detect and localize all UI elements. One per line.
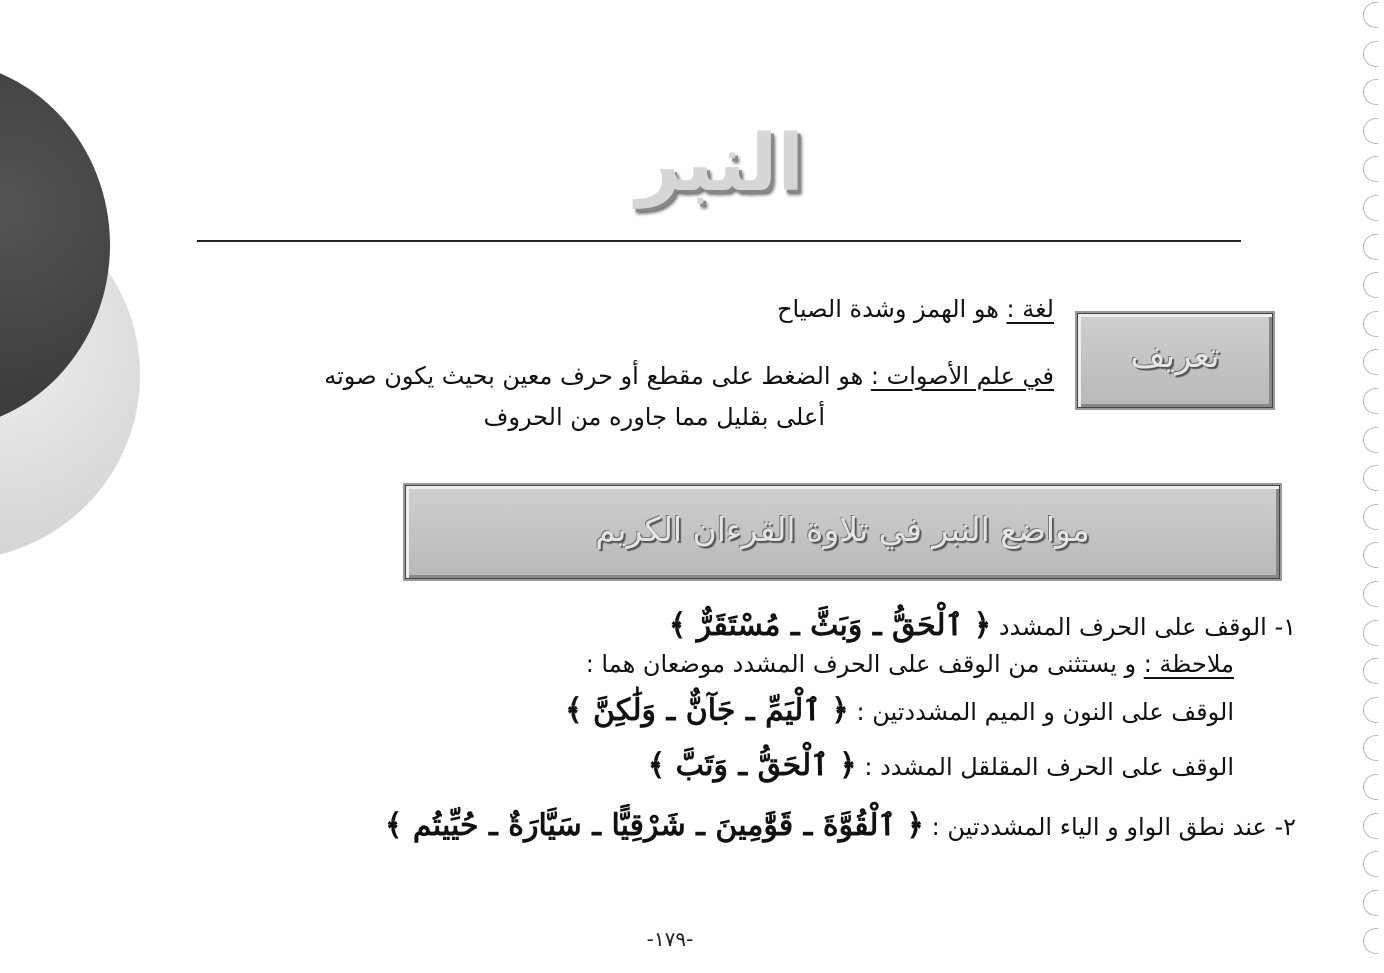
binding-ring <box>1363 311 1378 337</box>
binding-ring <box>1363 2 1378 28</box>
qalqala-text: الوقف على الحرف المقلقل المشدد : <box>856 753 1234 781</box>
binding-ring <box>1363 851 1378 877</box>
section-heading-box <box>405 485 1280 579</box>
title-divider <box>197 240 1241 242</box>
binding-ring <box>1363 79 1378 105</box>
binding-ring <box>1363 620 1378 646</box>
binding-rings <box>1346 0 1380 973</box>
binding-ring <box>1363 156 1378 182</box>
binding-ring <box>1363 234 1378 260</box>
definition-box <box>1077 313 1273 408</box>
section-heading: مواضع النبر في تلاوة القرءان الكريم <box>595 510 1090 549</box>
ilm-text: هو الضغط على مقطع أو حرف معين بحيث يكون صوته <box>324 362 871 390</box>
binding-ring <box>1363 928 1378 954</box>
ilm-line-continued: أعلى بقليل مما جاوره من الحروف <box>483 403 825 431</box>
nun-mim-text: الوقف على النون و الميم المشددتين : <box>856 698 1234 726</box>
lughah-line <box>777 295 1054 324</box>
binding-ring <box>1363 504 1378 530</box>
binding-ring <box>1363 349 1378 375</box>
lughah-text: هو الهمز وشدة الصياح <box>777 295 1007 323</box>
binding-ring <box>1363 542 1378 568</box>
qalqala-line <box>648 748 1234 784</box>
nun-mim-quran: ﴿ ٱلْيَمِّ ـ جَآنٌّ ـ وَلَٰكِنَّ ﴾ <box>564 693 849 728</box>
note-label: ملاحظة : <box>1143 650 1234 678</box>
page-number: -١٧٩- <box>646 927 694 951</box>
item-1-quran: ﴿ ٱلْحَقُّ ـ وَبَثَّ ـ مُسْتَقَرٌّ ﴾ <box>668 608 992 643</box>
item-2-text: ٢- عند نطق الواو و الياء المشددتين : <box>924 813 1296 841</box>
binding-ring <box>1363 581 1378 607</box>
binding-ring <box>1363 890 1378 916</box>
binding-ring <box>1363 427 1378 453</box>
binding-ring <box>1363 41 1378 67</box>
binding-ring <box>1363 697 1378 723</box>
binding-ring <box>1363 813 1378 839</box>
binding-ring <box>1363 272 1378 298</box>
note-line <box>586 650 1234 679</box>
binding-ring <box>1363 118 1378 144</box>
binding-ring <box>1363 658 1378 684</box>
definition-box-label: تعريف <box>1130 336 1220 376</box>
ilm-label: في علم الأصوات : <box>870 362 1054 390</box>
binding-ring <box>1363 465 1378 491</box>
note-text: و يستثنى من الوقف على الحرف المشدد موضعان هما : <box>585 650 1144 678</box>
binding-ring <box>1363 388 1378 414</box>
item-2 <box>385 808 1296 844</box>
page-title: النبر <box>635 119 805 209</box>
binding-ring <box>1363 195 1378 221</box>
binding-ring <box>1363 735 1378 761</box>
nun-mim-line <box>565 693 1234 729</box>
item-2-quran: ﴿ ٱلْقُوَّةَ ـ قَوَّٰمِينَ ـ شَرْقِيًّا ـ سَيَّارَةٌ ـ حُيِّيتُم ﴾ <box>384 808 924 843</box>
qalqala-quran: ﴿ ٱلْحَقُّ ـ وَتَبَّ ﴾ <box>647 748 857 783</box>
item-1 <box>669 608 1296 644</box>
binding-ring <box>1363 774 1378 800</box>
lughah-label: لغة : <box>1006 295 1054 323</box>
ilm-line <box>324 362 1054 391</box>
item-1-text: ١- الوقف على الحرف المشدد <box>991 613 1296 641</box>
